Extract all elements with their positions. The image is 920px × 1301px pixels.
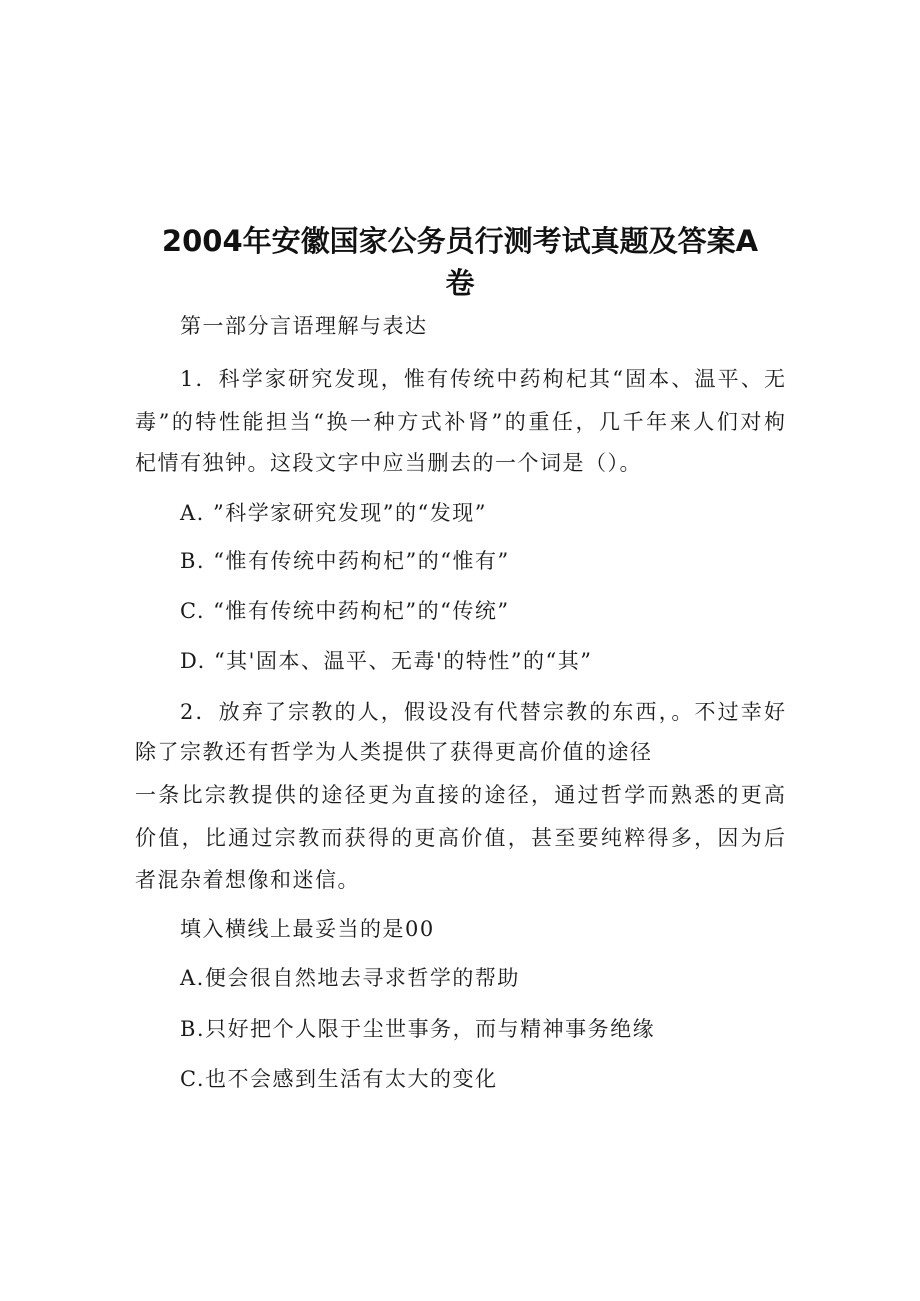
question-1-text-line-3: 杞情有独钟。这段文字中应当删去的一个词是（）。 xyxy=(135,451,642,475)
document-title-continued: 卷 xyxy=(445,266,475,300)
question-2-text-line-3: 一条比宗教提供的途径更为直接的途径，通过哲学而熟悉的更高 xyxy=(135,783,785,807)
question-2-option-b: B.只好把个人限于尘世事务，而与精神事务绝缘 xyxy=(180,1017,656,1041)
question-2-option-a: A.便会很自然地去寻求哲学的帮助 xyxy=(180,966,520,990)
section-heading: 第一部分言语理解与表达 xyxy=(180,314,428,338)
question-1-option-d: D. “其'固本、温平、无毒'的特性”的“其” xyxy=(180,649,593,673)
question-2-text-line-5: 者混杂着想像和迷信。 xyxy=(135,868,360,892)
question-1-text-line-2: 毒”的特性能担当“换一种方式补肾”的重任，几千年来人们对枸 xyxy=(135,410,785,434)
question-1-option-b: B. “惟有传统中药枸杞”的“惟有” xyxy=(180,549,510,573)
question-2-text-line-1: 2．放弃了宗教的人，假设没有代替宗教的东西，。不过幸好 xyxy=(180,700,785,724)
question-2-text-line-2: 除了宗教还有哲学为人类提供了获得更高价值的途径 xyxy=(135,740,653,764)
question-2-option-c: C.也不会感到生活有太大的变化 xyxy=(180,1067,498,1091)
document-title: 2004年安徽国家公务员行测考试真题及答案A xyxy=(161,224,759,258)
question-2-text-line-4: 价值，比通过宗教而获得的更高价值，甚至要纯粹得多，因为后 xyxy=(135,826,785,850)
question-2-prompt: 填入横线上最妥当的是00 xyxy=(180,917,435,941)
question-1-option-a: A. ”科学家研究发现”的“发现” xyxy=(180,501,487,525)
question-1-option-c: C. “惟有传统中药枸杞”的“传统” xyxy=(180,599,510,623)
question-1-text-line-1: 1．科学家研究发现，惟有传统中药枸杞其“固本、温平、无 xyxy=(180,367,785,391)
